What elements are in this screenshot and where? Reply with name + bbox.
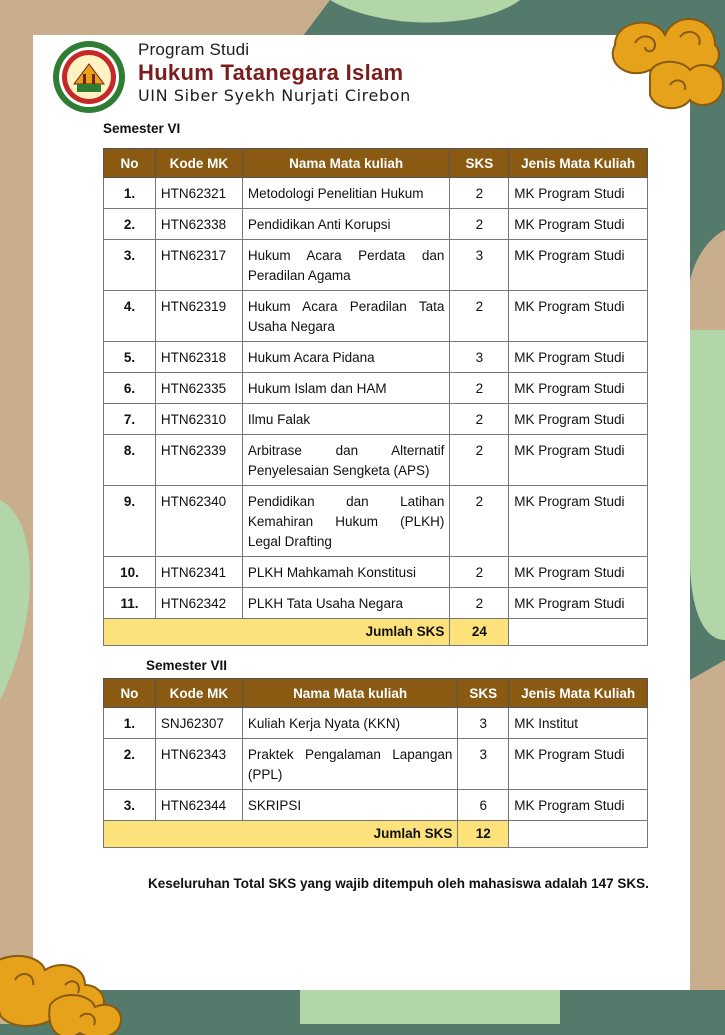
cell-nama: PLKH Tata Usaha Negara: [242, 588, 450, 619]
cell-kode: HTN62344: [155, 790, 242, 821]
table-row: [104, 790, 648, 821]
cell-no: 2.: [104, 739, 156, 790]
cell-jenis: MK Program Studi: [509, 342, 648, 373]
table-row: [104, 342, 648, 373]
cell-nama: Hukum Acara Perdata dan Peradilan Agama: [242, 240, 450, 291]
cell-sks: 2: [450, 373, 509, 404]
cell-nama: Praktek Pengalaman Lapangan (PPL): [242, 739, 458, 790]
cell-no: 6.: [104, 373, 156, 404]
table-row: [104, 209, 648, 240]
cell-sks: 3: [450, 240, 509, 291]
semester-7-title: Semester VII: [146, 658, 228, 673]
cell-no: 4.: [104, 291, 156, 342]
cell-no: 7.: [104, 404, 156, 435]
cell-nama: Pendidikan Anti Korupsi: [242, 209, 450, 240]
table-row: [104, 739, 648, 790]
header-text: [138, 40, 411, 106]
cell-jenis: MK Program Studi: [509, 178, 648, 209]
cell-no: 1.: [104, 178, 156, 209]
cell-jenis: MK Program Studi: [509, 588, 648, 619]
cell-no: 5.: [104, 342, 156, 373]
cell-kode: HTN62321: [155, 178, 242, 209]
cell-nama: Hukum Islam dan HAM: [242, 373, 450, 404]
cell-jenis: MK Program Studi: [509, 486, 648, 557]
cell-no: 9.: [104, 486, 156, 557]
cell-kode: HTN62318: [155, 342, 242, 373]
col-header-jenis: Jenis Mata Kuliah: [509, 149, 648, 178]
cell-no: 1.: [104, 708, 156, 739]
cell-jenis: MK Program Studi: [509, 557, 648, 588]
total-empty-cell: [509, 821, 648, 848]
cell-kode: HTN62319: [155, 291, 242, 342]
semester-6-table: [103, 148, 648, 646]
program-name: Hukum Tatanegara Islam: [138, 60, 404, 85]
table-row: [104, 178, 648, 209]
gold-cloud-ornament-bottom-icon: [0, 945, 130, 1035]
university-name: UIN Siber Syekh Nurjati Cirebon: [138, 86, 411, 105]
table-header-row: [104, 679, 648, 708]
cell-nama: Pendidikan dan Latihan Kemahiran Hukum (PLKH) Legal Drafting: [242, 486, 450, 557]
cell-nama: Hukum Acara Peradilan Tata Usaha Negara: [242, 291, 450, 342]
cell-nama: Arbitrase dan Alternatif Penyelesaian Sengketa (APS): [242, 435, 450, 486]
col-header-sks: SKS: [458, 679, 509, 708]
cell-sks: 2: [450, 291, 509, 342]
cell-sks: 3: [450, 342, 509, 373]
cell-no: 10.: [104, 557, 156, 588]
cell-sks: 2: [450, 209, 509, 240]
cell-sks: 2: [450, 486, 509, 557]
cell-kode: HTN62339: [155, 435, 242, 486]
cell-kode: HTN62310: [155, 404, 242, 435]
total-row: [104, 619, 648, 646]
cell-nama: Ilmu Falak: [242, 404, 450, 435]
semester-7-table: [103, 678, 648, 848]
cell-nama: PLKH Mahkamah Konstitusi: [242, 557, 450, 588]
cell-kode: HTN62342: [155, 588, 242, 619]
table-row: [104, 404, 648, 435]
total-row: [104, 821, 648, 848]
total-label: Jumlah SKS: [104, 619, 450, 646]
cell-kode: HTN62335: [155, 373, 242, 404]
table-row: [104, 588, 648, 619]
cell-jenis: MK Program Studi: [509, 209, 648, 240]
col-header-nama: Nama Mata kuliah: [242, 149, 450, 178]
col-header-no: No: [104, 679, 156, 708]
cell-jenis: MK Program Studi: [509, 240, 648, 291]
cell-no: 8.: [104, 435, 156, 486]
cell-sks: 6: [458, 790, 509, 821]
total-label: Jumlah SKS: [104, 821, 458, 848]
cell-nama: Hukum Acara Pidana: [242, 342, 450, 373]
cell-sks: 2: [450, 178, 509, 209]
total-sks: 12: [458, 821, 509, 848]
gold-cloud-ornament-top-icon: [595, 5, 725, 125]
cell-jenis: MK Program Studi: [509, 291, 648, 342]
table-row: [104, 373, 648, 404]
cell-sks: 2: [450, 404, 509, 435]
col-header-sks: SKS: [450, 149, 509, 178]
col-header-nama: Nama Mata kuliah: [242, 679, 458, 708]
cell-kode: HTN62343: [155, 739, 242, 790]
cell-no: 3.: [104, 790, 156, 821]
table-row: [104, 708, 648, 739]
cell-sks: 2: [450, 435, 509, 486]
cell-nama: Metodologi Penelitian Hukum: [242, 178, 450, 209]
cell-sks: 3: [458, 739, 509, 790]
cell-kode: HTN62341: [155, 557, 242, 588]
col-header-kode: Kode MK: [155, 149, 242, 178]
university-seal-logo: [52, 40, 126, 114]
program-label: Program Studi: [138, 40, 250, 59]
cell-sks: 2: [450, 588, 509, 619]
cell-jenis: MK Program Studi: [509, 404, 648, 435]
total-empty-cell: [509, 619, 648, 646]
table-row: [104, 291, 648, 342]
table-row: [104, 486, 648, 557]
table-row: [104, 435, 648, 486]
total-sks-note: Keseluruhan Total SKS yang wajib ditempuh oleh mahasiswa adalah 147 SKS.: [148, 876, 649, 891]
table-header-row: [104, 149, 648, 178]
cell-no: 2.: [104, 209, 156, 240]
cell-no: 11.: [104, 588, 156, 619]
cell-jenis: MK Program Studi: [509, 739, 648, 790]
cell-kode: HTN62340: [155, 486, 242, 557]
total-sks: 24: [450, 619, 509, 646]
cell-nama: Kuliah Kerja Nyata (KKN): [242, 708, 458, 739]
table-row: [104, 240, 648, 291]
cell-kode: HTN62317: [155, 240, 242, 291]
cell-sks: 2: [450, 557, 509, 588]
col-header-jenis: Jenis Mata Kuliah: [509, 679, 648, 708]
semester-6-title: Semester VI: [103, 121, 181, 136]
cell-kode: HTN62338: [155, 209, 242, 240]
cell-kode: SNJ62307: [155, 708, 242, 739]
table-row: [104, 557, 648, 588]
cell-nama: SKRIPSI: [242, 790, 458, 821]
col-header-kode: Kode MK: [155, 679, 242, 708]
cell-sks: 3: [458, 708, 509, 739]
cell-jenis: MK Institut: [509, 708, 648, 739]
cell-jenis: MK Program Studi: [509, 790, 648, 821]
col-header-no: No: [104, 149, 156, 178]
cell-no: 3.: [104, 240, 156, 291]
cell-jenis: MK Program Studi: [509, 373, 648, 404]
cell-jenis: MK Program Studi: [509, 435, 648, 486]
